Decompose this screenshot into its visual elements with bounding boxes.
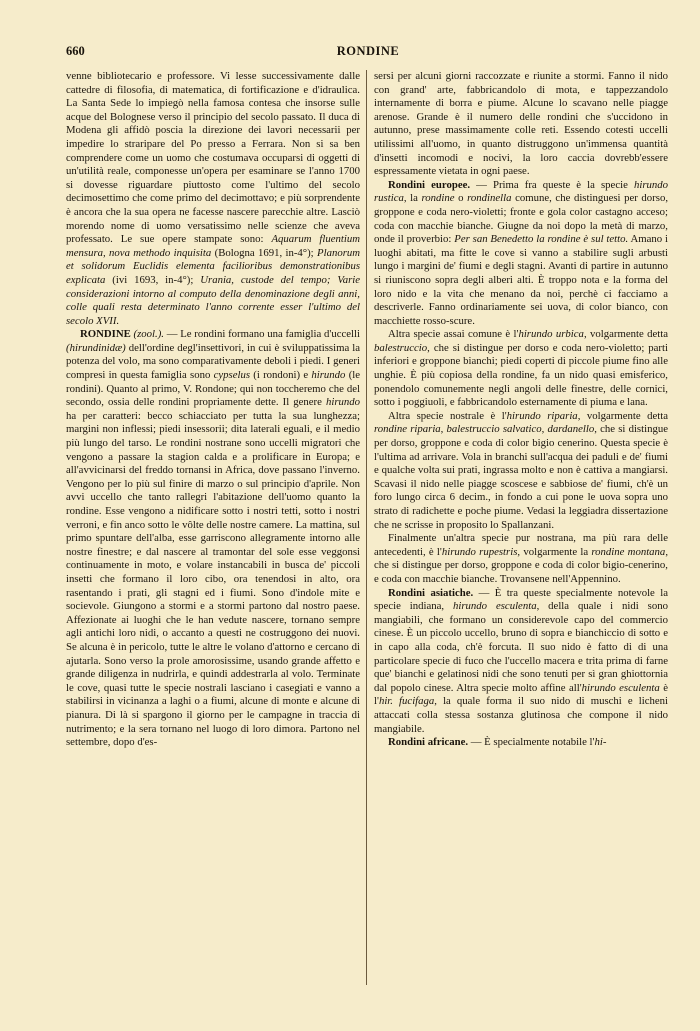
entry-headword: RONDINE — [80, 328, 131, 341]
work-title: Aquarum fluentium mensura, nova methodo inquisita — [66, 233, 360, 259]
paragraph-rondini-africane: Rondini africane. — È specialmente notabile l'hi- — [388, 736, 607, 749]
running-title: RONDINE — [336, 44, 400, 58]
paragraph-urbica: Altra specie assai comune è l'hirundo urbica, volgarmente detta balestruccio, che si distingue per dorso e coda nero-violetto; parti inferiori e groppone bianchi; piedi coperti di piccole piume fino alle unghie. È più copiosa della rondine, fa un nido quasi emisferico, ponendolo comunemente negli angoli delle finestre, delle cornici, sotto i poggiuoli, e fabbricandolo esternamente di piuma e lana. — [374, 328, 668, 409]
section-heading: Rondini asiatiche. — [388, 586, 474, 599]
right-column — [374, 70, 668, 750]
column-divider — [366, 70, 367, 985]
paragraph-rondini-asiatiche: Rondini asiatiche. — È tra queste specialmente notevole la specie indiana, hirundo esculenta, della quale i nidi sono mangiabili, che formano un considerevole capo del commercio cinese. È un piccolo uccello, bruno di sopra e bianchiccio di sotto e in capo alla coda, ch'è forcuta. Il suo nido è fatto di di una particolare specie di fuco che l'uccello macera e trita prima di farne que' bianchi e gelatinosi nidi che sono tenuti per sì gran ghiottornia dal popolo cinese. Altra specie molto affine all'hirundo esculenta è l'hir. fucifaga, la quale forma il suo nido di muschi e licheni attaccati colla stessa sostanza glutinosa che compone il nido mangiabile. — [374, 586, 668, 735]
paragraph-bibliography: venne bibliotecario e professore. Vi lesse successivamente dalle cattedre di filosofia, di matematica, di fortificazione e d'idraulica. La Santa Sede lo impiegò nella famosa contesa che insorse sulle acque del Bolognese verso il principio del secolo passato. Il duca di Modena gli affidò poscia la direzione dei lavori necessarii per impedire lo straripare del Po presso a Ferrara. Non si sa ben comprendere come un uomo che costumava occuparsi di oggetti di un'utilità reale, componesse un'opera per esaminare se l'anno 1700 si dovesse riguardare piuttosto come l'ultimo del secolo decimosettimo che come primo del decimottavo; e più sorprendente è ancora che la sua opera ne facesse nascere parecchie altre. Lasciò morendo nome di uomo versatissimo nelle scienze che aveva professato. Le sue opere stampate sono: Aquarum fluentium mensura, nova methodo inquisita (Bologna 1691, in-4°); Planorum et solidorum Euclidis elementa facilioribus demonstrationibus explicata (ivi 1693, in-4°); Urania, custode del tempo; Varie considerazioni intorno al computo della denominazione degli anni, colle quali resta determinato l'anno corrente esser l'ultimo del secolo XVII. — [66, 70, 361, 327]
running-header — [66, 44, 670, 64]
work-title: Planorum et solidorum Euclidis elementa facilioribus demonstrationibus explicata — [66, 246, 361, 286]
paragraph-continuation: sersi per alcuni giorni raccozzate e riunite a stormi. Fanno il nido con grand' arte, fabbricandolo di mota, e tappezzandolo internamente di borra e piume. Alcune lo scavano nelle piagge arenose. Grande è il numero delle rondini che s'uccidono in autunno, prese massimamente colle reti. Essendo cotesti uccelli utilissimi all'uomo, in quanto distruggono un'immensa quantità d'insetti incomodi e nocivi, la loro caccia dovrebb'essere espressamente vietata in ogni paese. — [374, 70, 668, 178]
page-number: 660 — [66, 44, 85, 58]
section-heading: Rondini europee. — [388, 178, 471, 191]
paragraph-riparia: Altra specie nostrale è l'hirundo riparia, volgarmente detta rondine riparia, balestruccio salvatico, dardanello, che si distingue per dorso, groppone e coda di color bigio cenerino. Questa specie è l'ultima ad arrivare. Vola in branchi sull'acqua dei paduli e de' fiumi e qualche volta sui prati, ingrassa molto e non è cattiva a mangiarsi. Scavasi il nido nelle piagge scoscese e sabbiose de' fiumi, ch'è un foro lungo circa 6 decim., in fondo a cui pone le uova sopra uno strato di radichette e poche piume. Vedasi la leggiadra dissertazione che ne scrisse in proposito lo Spallanzani. — [374, 409, 668, 531]
section-heading: Rondini africane. — [388, 736, 469, 749]
paragraph-rondini-europee: Rondini europee. — Prima fra queste è la specie hirundo rustica, la rondine o rondinella comune, che distinguesi per dorso, groppone e coda nero-violetti; fronte e gola color castagno acceso; coda con macchie bianche. Giugne da noi dopo la metà di marzo, onde il proverbio: Per san Benedetto la rondine è sul tetto. Amano i luoghi abitati, ma fitte le cove si vanno a stabilire sugli arbusti lungo i margini de' fiumi e degli stagni. Avanti di partire in autunno si riuniscono sopra degli alberi alti. È troppo nota e la forma del loro nido e la vita che menano da noi, perchè ci facciamo a descriverle. Fanno ordinariamente sei uova, di color bianco, con macchiette rosso-scure. — [374, 178, 669, 327]
paragraph-rupestris: Finalmente un'altra specie pur nostrana, ma più rara delle antecedenti, è l'hirundo rupestris, volgarmente la rondine montana, che si distingue per dorso, groppone e coda di color bigio-cenerino, e coda con macchie bianche. Trovansene nell'Appennino. — [374, 532, 668, 585]
work-title: Urania, custode del tempo; Varie considerazioni intorno al computo della denominazione degli anni, colle quali resta determinato l'anno corrente esser l'ultimo del secolo XVII. — [66, 273, 361, 327]
paragraph-rondine-entry: RONDINE (zool.). — Le rondini formano una famiglia d'uccelli (hirundinidæ) dell'ordine degl'insettivori, in cui è sviluppatissima la potenza del volo, ma sono comparativamente deboli i piedi. I generi compresi in questa famiglia sono cypselus (i rondoni) e hirundo (le rondini). Quanto al primo, V. Rondone; qui non toccheremo che del secondo, ossia delle rondini propriamente dette. Il genere hirundo ha per caratteri: becco schiacciato per tutta la sua lunghezza; margini non inflessi; piedi insessorii; dita laterali eguali, e il medio più lungo del tarso. Le rondini nostrane sono uccelli migratori che vengono a passare la stagion calda e a prolificare in Europa; e all'avvicinarsi del freddo tornansi in Africa, dove passano l'inverno. Vengono per lo più sul finire di marzo o sul principio d'aprile. Non avvi uccello che tanto rallegri l'abitazione dell'uomo quanto la rondine. Esse vengono a nidificare sotto i nostri tetti, sotto i nostri verroni, e fin anco sotto le vôlte delle nostre camere. La mattina, sul primo spuntare dell'alba, esse garriscono allegramente intorno alle nostre finestre; e dal nascere al tramontar del sole esse veggonsi continuamente in moto, e volare instancabili in busca de' piccoli insetti che formano il loro cibo, ora tenendosi in alto, ora rasentando i prati, gli stagni ed i fiumi. Sono d'indole mite e socievole. Giungono a stormi e a stormi partono dal nostro paese. Affezionate ai luoghi che le han vedute nascere, tornano sempre agli antichi loro nidi, o accanto a questi ne costruggono dei nuovi. Se alcuna è in pericolo, tutte le altre le volano d'attorno e cercano di ajutarla. Sono verso la prole amorosissime, usando grande affetto e grande diligenza in nudrirla, e quindi addestrarla al volo. Terminate le cove, quasi tutte le specie nostrali lasciano i casegiati e vanno a stabilirsi in vicinanza a laghi o a fiumi, alcune di monte e alcune di pianura. Di là si spargono il giorno per le campagne in traccia di nutrimento; e la sera tornano nel luogo di loro dimora. Partono nel settembre, dopo d'es- — [66, 328, 361, 749]
left-column — [66, 70, 360, 750]
